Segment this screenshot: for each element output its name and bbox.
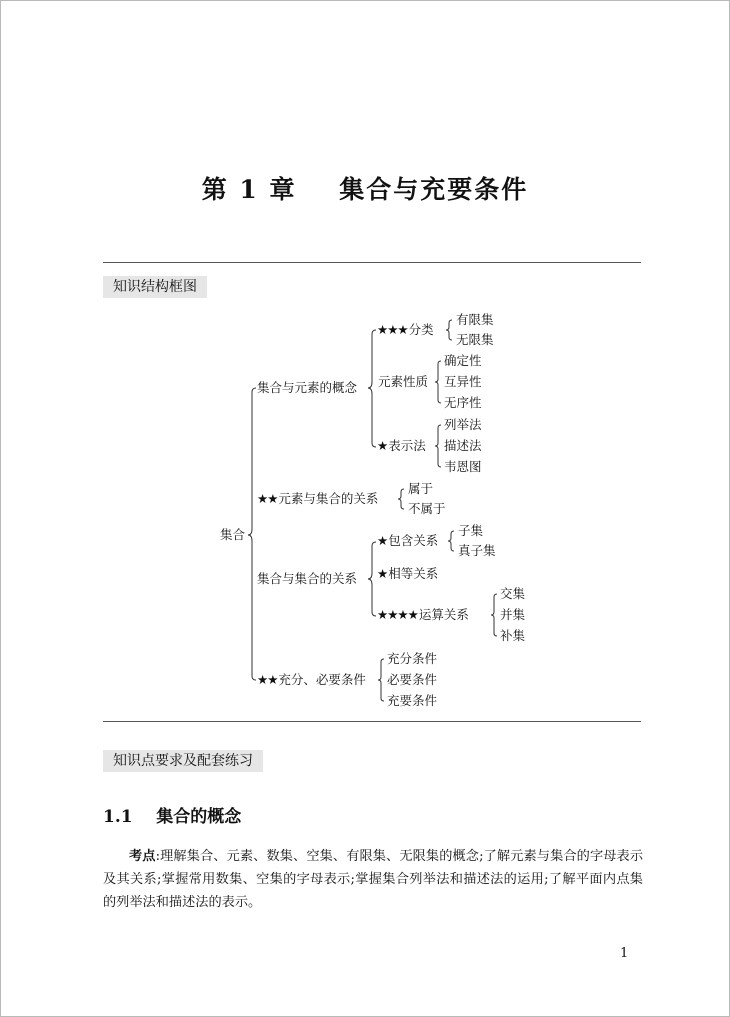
node-infinite-set: 无限集 [456, 332, 494, 347]
node-union: 并集 [500, 607, 526, 622]
node-not-belongs: 不属于 [408, 501, 446, 516]
node-description: 描述法 [444, 438, 482, 453]
key-points-text: :理解集合、元素、数集、空集、有限集、无限集的概念;了解元素与集合的字母表示及其关系;掌握常用数集、空集的字母表示;掌握集合列举法和描述法的运用;了解平面内点集的列举法和描述法的表示。 [103, 849, 644, 910]
node-distinctness: 互异性 [444, 374, 482, 389]
tree-root-set: 集合 [220, 527, 246, 542]
key-points-label: 考点 [129, 849, 156, 864]
importance-stars: ★★★ [377, 322, 408, 337]
importance-stars: ★★ [257, 672, 278, 687]
node-necessary: 必要条件 [387, 672, 438, 687]
node-sufficient: 充分条件 [387, 651, 438, 666]
node-intersection: 交集 [500, 586, 526, 601]
section-heading: 1.1 集合的概念 [103, 807, 242, 827]
importance-stars: ★ [377, 438, 388, 453]
key-points-paragraph [103, 845, 643, 914]
page-number: 1 [620, 946, 629, 961]
node-representation: ★表示法 [377, 438, 426, 453]
bottom-rule [103, 721, 641, 722]
node-necessary-and-sufficient: 充要条件 [387, 693, 438, 708]
node-complement: 补集 [500, 628, 526, 643]
node-element-set-relation: ★★元素与集合的关系 [257, 491, 379, 506]
importance-stars: ★★★★ [377, 607, 418, 622]
node-subset: 子集 [458, 523, 484, 538]
framework-section-tag: 知识结构框图 [103, 276, 207, 298]
node-element-properties: 元素性质 [378, 374, 429, 389]
importance-stars: ★ [377, 566, 388, 581]
node-enumeration: 列举法 [444, 417, 482, 432]
node-set-set-relation: 集合与集合的关系 [257, 571, 358, 586]
node-belongs: 属于 [408, 481, 434, 496]
node-definiteness: 确定性 [444, 353, 482, 368]
node-venn-diagram: 韦恩图 [444, 459, 482, 474]
node-finite-set: 有限集 [456, 312, 494, 327]
exercises-section-tag: 知识点要求及配套练习 [103, 750, 263, 772]
node-conditions: ★★充分、必要条件 [257, 672, 366, 687]
node-proper-subset: 真子集 [458, 543, 496, 558]
node-inclusion: ★包含关系 [377, 533, 439, 548]
chapter-title: 第 1 章 集合与充要条件 [201, 175, 529, 204]
node-classification: ★★★分类 [377, 322, 434, 337]
node-equality: ★相等关系 [377, 566, 439, 581]
importance-stars: ★★ [257, 491, 278, 506]
node-unorderedness: 无序性 [444, 395, 482, 410]
node-set-element-concept: 集合与元素的概念 [257, 380, 358, 395]
node-operations: ★★★★运算关系 [377, 607, 469, 622]
importance-stars: ★ [377, 533, 388, 548]
